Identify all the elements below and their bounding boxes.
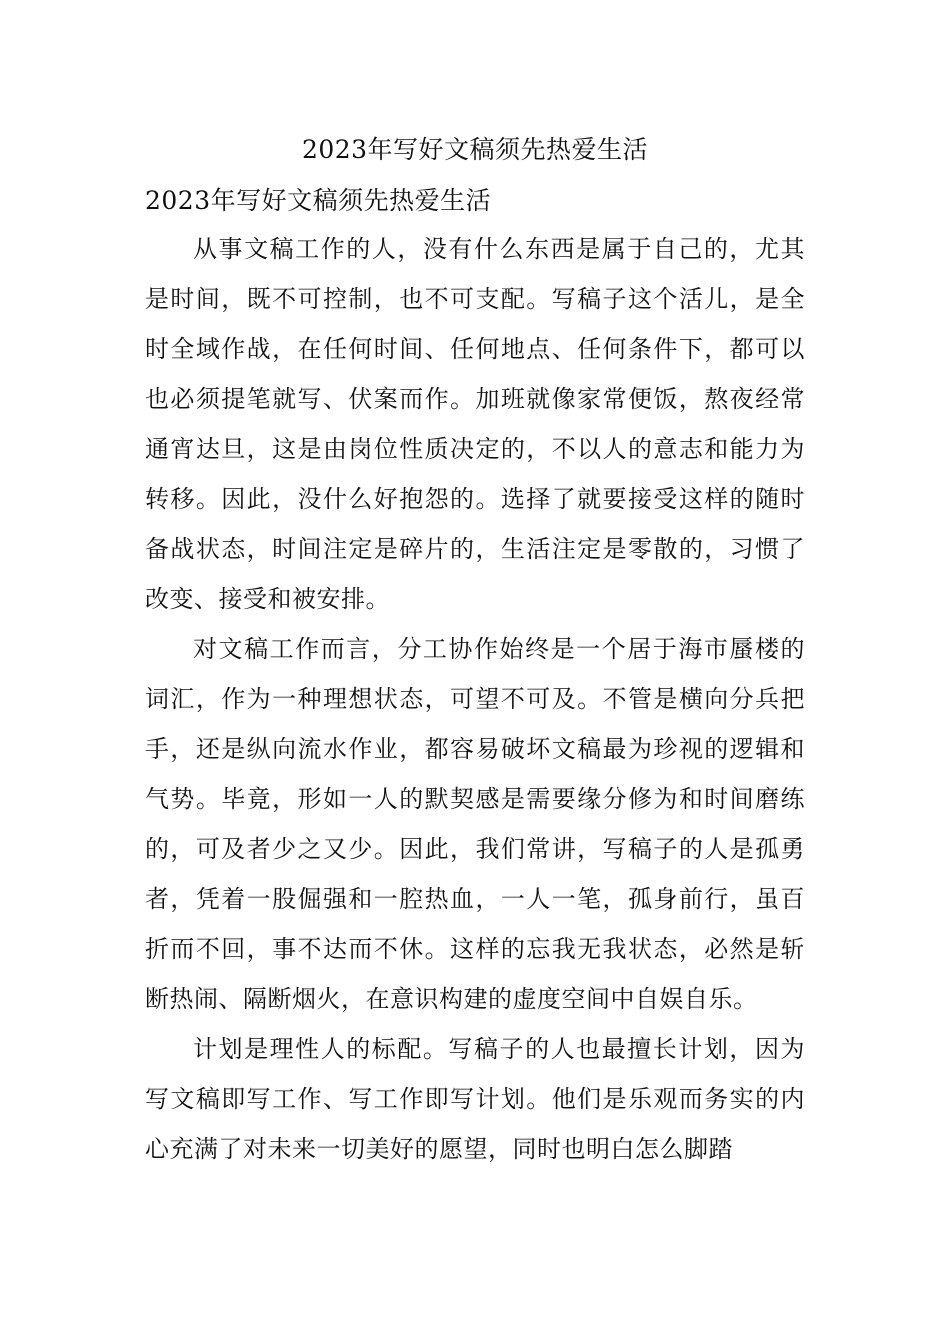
- document-title: 2023年写好文稿须先热爱生活: [301, 135, 649, 164]
- paragraph-1: 从事文稿工作的人，没有什么东西是属于自己的，尤其是时间，既不可控制，也不可支配。写稿子这个活儿，是全时全域作战，在任何时间、任何地点、任何条件下，都可以也必须提笔就写、伏案而作。加班就像家常便饭，熬夜经常通宵达旦，这是由岗位性质决定的，不以人的意志和能力为转移。因此，没什么好抱怨的。选择了就要接受这样的随时备战状态，时间注定是碎片的，生活注定是零散的，习惯了改变、接受和被安排。: [145, 235, 805, 613]
- document-subtitle: 2023年写好文稿须先热爱生活: [145, 186, 492, 215]
- paragraph-2: 对文稿工作而言，分工协作始终是一个居于海市蜃楼的词汇，作为一种理想状态，可望不可及。不管是横向分兵把手，还是纵向流水作业，都容易破坏文稿最为珍视的逻辑和气势。毕竟，形如一人的默契感是需要缘分修为和时间磨练的，可及者少之又少。因此，我们常讲，写稿子的人是孤勇者，凭着一股倔强和一腔热血，一人一笔，孤身前行，虽百折而不回，事不达而不休。这样的忘我无我状态，必然是斩断热闹、隔断烟火，在意识构建的虚度空间中自娱自乐。: [145, 635, 805, 1013]
- paragraph-3: 计划是理性人的标配。写稿子的人也最擅长计划，因为写文稿即写工作、写工作即写计划。他们是乐观而务实的内心充满了对未来一切美好的愿望，同时也明白怎么脚踏: [145, 1035, 805, 1163]
- document-body: [145, 224, 805, 1174]
